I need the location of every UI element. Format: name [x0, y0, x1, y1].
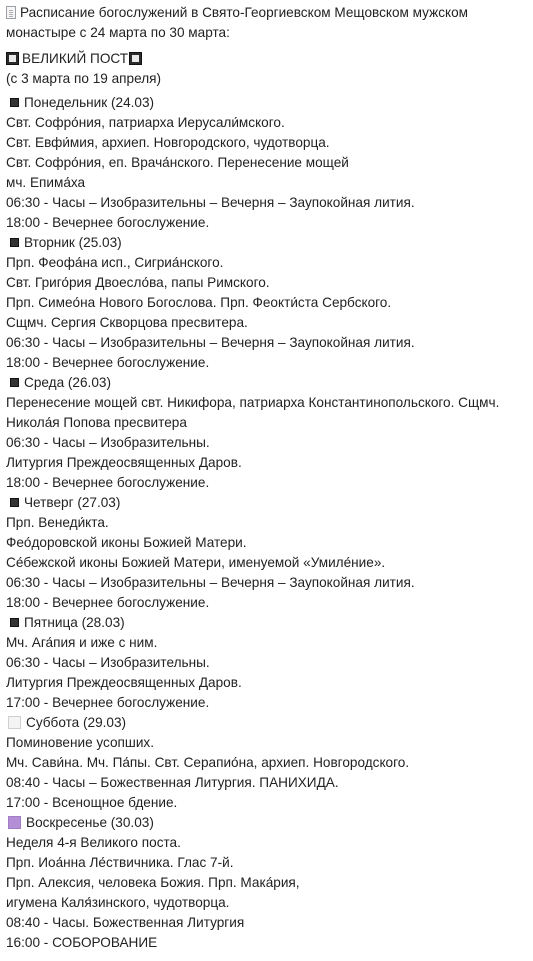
schedule-line: 06:30 - Часы – Изобразительны. [6, 655, 210, 670]
day-label: Понедельник (24.03) [24, 95, 155, 110]
page-icon [6, 6, 16, 19]
day-label: Вторник (25.03) [24, 235, 122, 250]
day-label: Суббота (29.03) [26, 715, 127, 730]
schedule-line: 06:30 - Часы – Изобразительны – Вечерня – Заупокойная лития. [6, 335, 415, 350]
day-block [6, 813, 533, 953]
schedule-line: Се́бежской иконы Божией Матери, именуемой «Умиле́ние». [6, 555, 386, 570]
day-label: Среда (26.03) [24, 375, 111, 390]
schedule-line: Свт. Евфи́мия, архиеп. Новгородского, чудотворца. [6, 135, 330, 150]
schedule-line: Мч. Сави́на. Мч. Па́пы. Свт. Серапио́на, архиеп. Новгородского. [6, 755, 410, 770]
lent-title-text: ВЕЛИКИЙ ПОСТ [22, 51, 129, 66]
schedule-line: Мч. Ага́пия и иже с ним. [6, 635, 158, 650]
schedule-line: Прп. Иоа́нна Ле́ствичника. Глас 7-й. [6, 855, 234, 870]
schedule-line: Сщмч. Сергия Скворцова пресвитера. [6, 315, 248, 330]
schedule-line: 06:30 - Часы – Изобразительны – Вечерня – Заупокойная лития. [6, 575, 415, 590]
schedule-line: Свт. Софро́ния, еп. Врача́нского. Перенесение мощей [6, 155, 349, 170]
schedule-line: Никола́я Попова пресвитера [6, 415, 187, 430]
day-heading [6, 233, 533, 253]
schedule-line: Прп. Венеди́кта. [6, 515, 109, 530]
black-small-square-icon [10, 498, 19, 507]
intro-text: Расписание богослужений в Свято-Георгиевском Мещовском мужском монастыре с 24 марта по 30 марта: [6, 5, 469, 40]
lent-title [6, 49, 533, 69]
day-heading [6, 373, 533, 393]
schedule-line: 08:40 - Часы – Божественная Литургия. ПАНИХИДА. [6, 775, 339, 790]
day-heading [6, 613, 533, 633]
schedule-line: Прп. Алексия, человека Божия. Прп. Мака́рия, [6, 875, 300, 890]
schedule-line: игумена Каля́зинского, чудотворца. [6, 895, 230, 910]
day-block [6, 93, 533, 233]
purple-square-icon [8, 816, 21, 829]
schedule-line: 06:30 - Часы – Изобразительны – Вечерня – Заупокойная лития. [6, 195, 415, 210]
black-small-square-icon [10, 378, 19, 387]
day-label: Четверг (27.03) [24, 495, 121, 510]
schedule-line: 18:00 - Вечернее богослужение. [6, 355, 210, 370]
black-small-square-icon [10, 238, 19, 247]
schedule-line: 18:00 - Вечернее богослужение. [6, 475, 210, 490]
day-heading [6, 93, 533, 113]
day-heading [6, 493, 533, 513]
schedule-line: 16:00 - СОБОРОВАНИЕ [6, 935, 158, 950]
day-block [6, 613, 533, 713]
day-heading [6, 713, 533, 733]
schedule-line: Поминовение усопших. [6, 735, 154, 750]
day-heading [6, 813, 533, 833]
schedule-line: мч. Епима́ха [6, 175, 86, 190]
day-block [6, 493, 533, 613]
schedule-line: 18:00 - Вечернее богослужение. [6, 215, 210, 230]
day-label: Воскресенье (30.03) [26, 815, 154, 830]
schedule-line: Литургия Преждеосвященных Даров. [6, 455, 242, 470]
schedule-line: Литургия Преждеосвященных Даров. [6, 675, 242, 690]
lent-period: (с 3 марта по 19 апреля) [6, 71, 162, 86]
schedule-line: 18:00 - Вечернее богослужение. [6, 595, 210, 610]
day-block [6, 373, 533, 493]
white-square-icon [8, 716, 21, 729]
day-label: Пятница (28.03) [24, 615, 125, 630]
black-square-button-icon [129, 52, 142, 65]
day-block [6, 233, 533, 373]
schedule-line: Неделя 4-я Великого поста. [6, 835, 181, 850]
schedule-line: 06:30 - Часы – Изобразительны. [6, 435, 210, 450]
schedule-line: 17:00 - Вечернее богослужение. [6, 695, 210, 710]
days-list [6, 93, 533, 953]
black-small-square-icon [10, 98, 19, 107]
day-block [6, 713, 533, 813]
schedule-line: 08:40 - Часы. Божественная Литургия [6, 915, 245, 930]
schedule-line: 17:00 - Всенощное бдение. [6, 795, 178, 810]
schedule-intro [6, 3, 533, 43]
schedule-line: Прп. Феофа́на исп., Сигриа́нского. [6, 255, 224, 270]
schedule-line: Свт. Софро́ния, патриарха Иерусали́мского. [6, 115, 285, 130]
schedule-line: Фео́доровской иконы Божией Матери. [6, 535, 247, 550]
schedule-line: Свт. Григо́рия Двоесло́ва, папы Римского. [6, 275, 270, 290]
schedule-line: Перенесение мощей свт. Никифора, патриарха Константинопольского. Сщмч. [6, 395, 500, 410]
black-square-button-icon [6, 52, 19, 65]
schedule-line: Прп. Симео́на Нового Богослова. Прп. Феокти́ста Сербского. [6, 295, 392, 310]
black-small-square-icon [10, 618, 19, 627]
